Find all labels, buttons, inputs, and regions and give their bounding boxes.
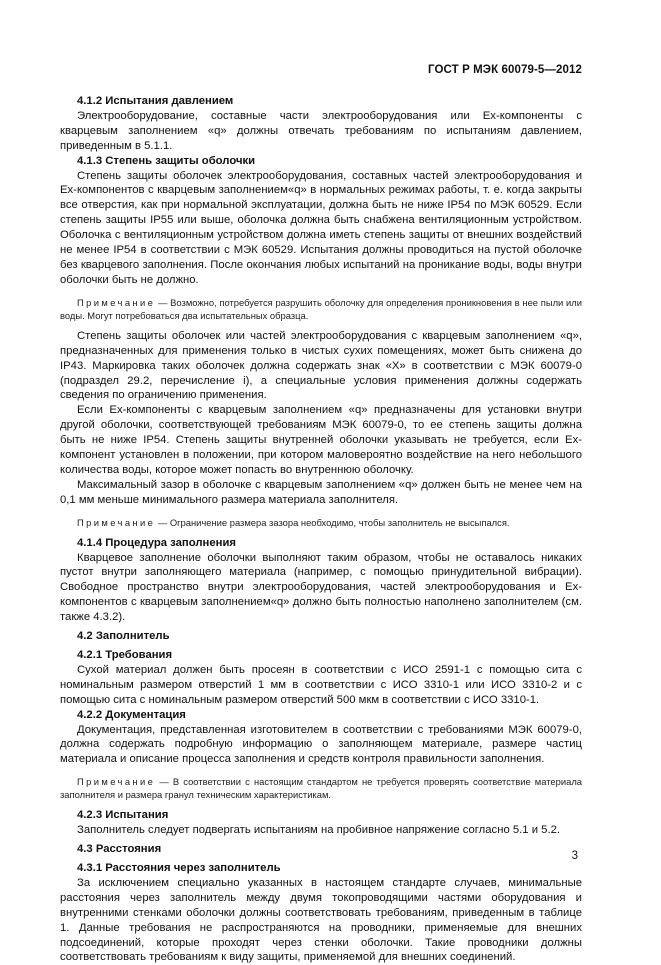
heading-4-3: 4.3 Расстояния — [77, 843, 162, 856]
note-label: Примечание — [77, 516, 156, 528]
paragraph: Кварцевое заполнение оболочки выполняют таким образом, чтобы не оставалось никаких пустот внутри заполняющего материала (например, с помощью принудительной вибрации). Свободное пространство внутри электрооборудования, частей электрооборудования и Ex-компонентов с кварцевым заполнением«q» должно быть полностью наполнено заполнителем (см. также 4.3.2). — [60, 551, 582, 624]
paragraph: За исключением специально указанных в настоящем стандарте случаев, минимальные расстояния через заполнитель между двумя токопроводящими частями оборудования и внутренними стенками оболочки должны соответствовать требованиям, приведенным в таблице 1. Данные требования не распространяются на проводники, применяемые для внешних подсоединений, которые проходят через стенки оболочки. Такие проводники должны соответствовать требованиям к виду защиты, применяемой для внешних соединений. — [60, 876, 582, 964]
paragraph: Документация, представленная изготовителем в соответствии с требованиями МЭК 60079-0, должна содержать подробную информацию о заполняющем материале, размере частиц материала и описание процесса заполнения и средств контроля правильности заполнения. — [60, 723, 582, 766]
heading-4-1-3: 4.1.3 Степень защиты оболочки — [77, 154, 256, 167]
note — [60, 296, 582, 322]
paragraph: Электрооборудование, составные части электрооборудования или Ex-компоненты с кварцевым заполнением «q» должны отвечать требованиям по испытаниям давлением, приведенным в 5.1.1. — [60, 109, 582, 152]
heading-4-1-4: 4.1.4 Процедура заполнения — [77, 536, 237, 549]
heading-4-2-1: 4.2.1 Требования — [77, 649, 173, 661]
paragraph: Степень защиты оболочек или частей электрооборудования с кварцевым заполнением «q», предназначенных для применения только в чистых сухих помещениях, может быть снижена до IP43. Маркировка таких оболочек должна содержать знак «X» в соответствии с МЭК 60079-0 (подраздел 29.2, перечисление i), а специальные условия применения должны содержать сведения по ограничению применения. — [60, 329, 582, 402]
heading-4-2-2: 4.2.2 Документация — [77, 708, 186, 721]
paragraph: Заполнитель следует подвергать испытаниям на пробивное напряжение согласно 5.1 и 5.2. — [77, 824, 561, 837]
note-label: Примечание — [77, 296, 156, 308]
paragraph: Если Ex-компоненты с кварцевым заполнением «q» предназначены для установки внутри другой оболочки, соответствующей требованиям МЭК 60079-0, то ее степень защиты должна быть не ниже IP54. Степень защиты внутренней оболочки указывать не требуется, если Ex-компонент установлен в положении, при котором маловероятно воздействие на него небольшого количества воды, которое может попасть во внутреннюю оболочку. — [60, 404, 582, 476]
paragraph: Сухой материал должен быть просеян в соответствии с ИСО 2591-1 с помощью сита с номинальным размером отверстий 1 мм в соответствии с ИСО 3310-1 или ИСО 3310-2 и с помощью сита с номинальным размером отверстий 500 мкм в соответствии с ИСО 3310-1. — [60, 663, 582, 706]
heading-4-3-1: 4.3.1 Расстояния через заполнитель — [77, 861, 281, 874]
note-text: — Возможно, потребуется разрушить оболочку для определения проникновения в нее пыли или воды. Могут потребоваться два испытательных образца. — [60, 296, 582, 321]
paragraph: Степень защиты оболочек электрооборудования, составных частей электрооборудования и Ex-компонентов с кварцевым заполнением«q» в нормальных режимах работы, т. е. когда закрыты все отверстия, как при нормальной эксплуатации, должна быть не ниже IP54 по МЭК 60529. Если степень защиты IP55 или выше, оболочка должна быть снабжена вентиляционным устройством. Оболочка с вентиляционным устройством должна иметь степень защиты от внешних воздействий не менее IP54 в соответствии с МЭК 60529. Испытания должны проводиться на пустой оболочке без кварцевого заполнения. После окончания любых испытаний на проникание воды, воды внутри оболочки быть не должно. — [60, 169, 582, 286]
page-body — [60, 94, 582, 965]
heading-4-1-2: 4.1.2 Испытания давлением — [77, 95, 234, 107]
note — [60, 516, 582, 529]
note-text: — Ограничение размера зазора необходимо, чтобы заполнитель не высыпался. — [155, 516, 510, 528]
heading-4-2-3: 4.2.3 Испытания — [77, 809, 169, 822]
standard-header: ГОСТ Р МЭК 60079-5—2012 — [428, 64, 582, 76]
paragraph: Максимальный зазор в оболочке с кварцевым заполнением «q» должен быть не менее чем на 0,1 мм меньше минимального размера материала заполнителя. — [60, 478, 582, 506]
note-label: Примечание — [77, 776, 156, 788]
page-number: 3 — [571, 850, 578, 862]
note-text: — В соответствии с настоящим стандартом не требуется проверять соответствие материала заполнителя и размера гранул техническим характеристикам. — [60, 776, 582, 801]
heading-4-2: 4.2 Заполнитель — [77, 630, 170, 643]
note — [60, 775, 582, 801]
